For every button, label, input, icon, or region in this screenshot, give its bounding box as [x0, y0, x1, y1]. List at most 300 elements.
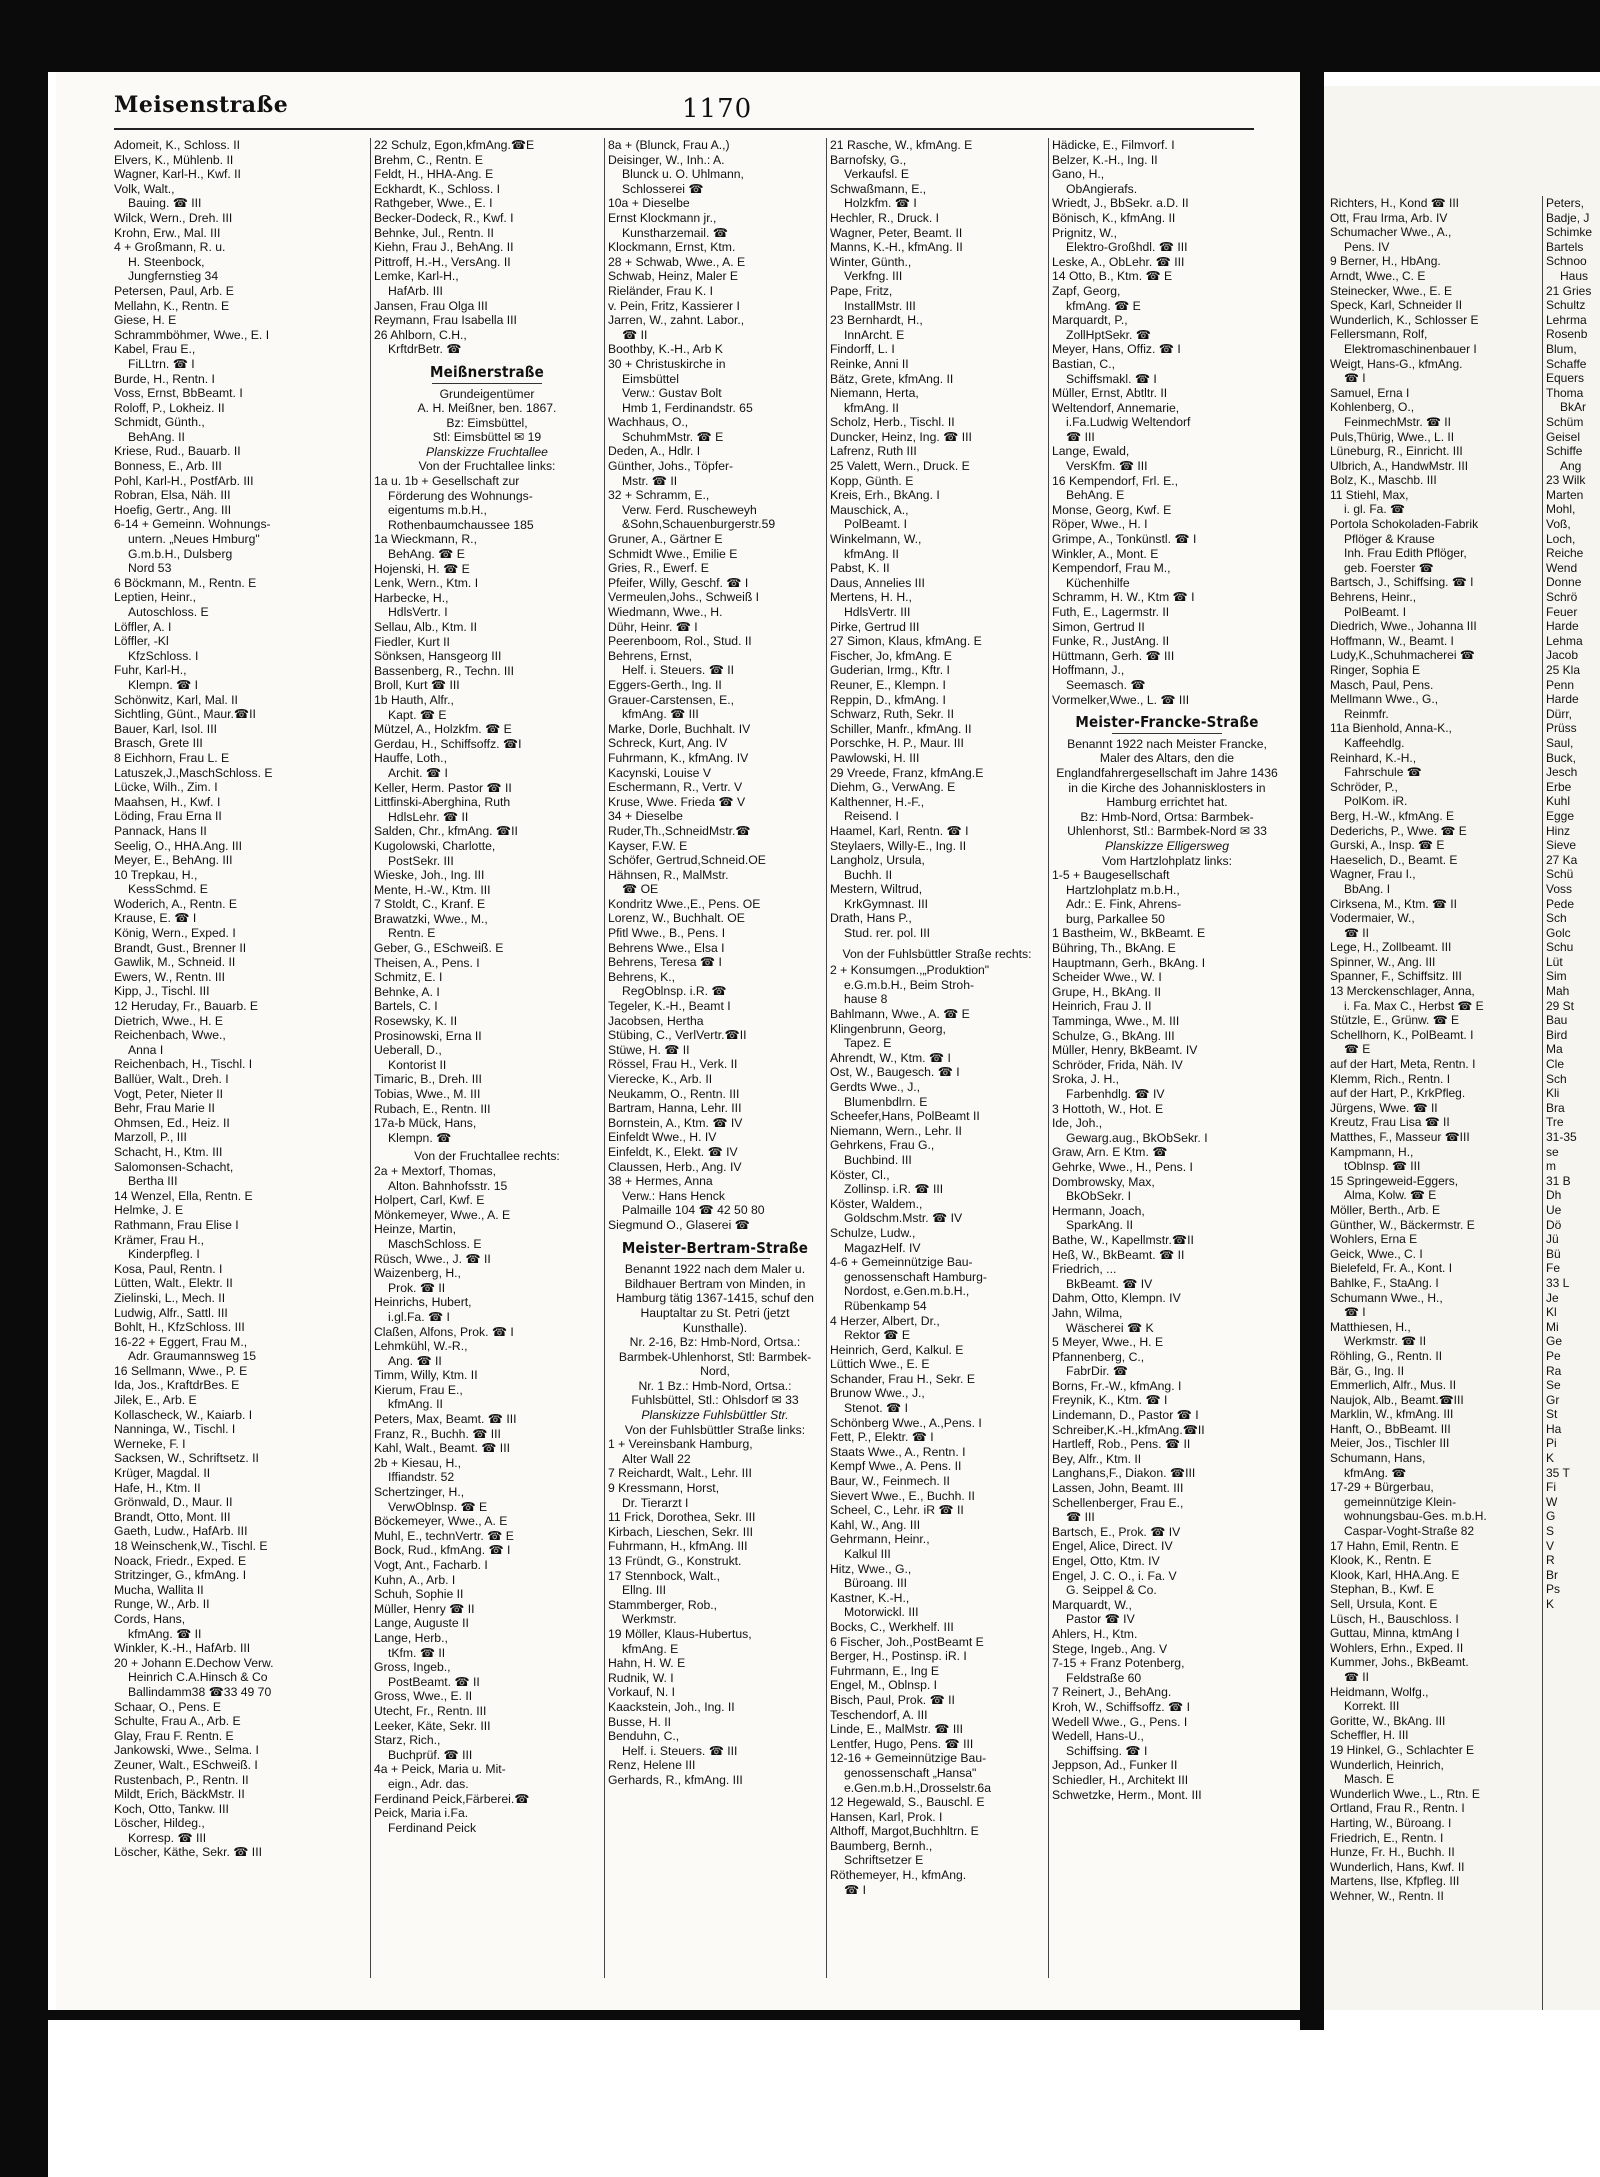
directory-entry: 31 B [1546, 1173, 1571, 1188]
directory-entry: 17 Hahn, Emil, Rentn. E [1330, 1538, 1459, 1553]
directory-entry: Winkler, K.-H., HafArb. III [114, 1641, 251, 1656]
directory-entry: Hahn, H. W. E [608, 1656, 686, 1671]
directory-entry: Guttau, Minna, ktmAng I [1330, 1626, 1460, 1641]
directory-entry: Tapez. E [844, 1036, 892, 1051]
directory-entry: RegOblnsp. i.R. ☎ [622, 984, 727, 999]
directory-entry: Jahn, Wilma, [1052, 1305, 1123, 1320]
directory-entry: Sönksen, Hansgeorg III [374, 649, 502, 664]
directory-entry: Mucha, Wallita II [114, 1582, 204, 1597]
directory-entry: 16-22 + Eggert, Frau M., [114, 1334, 248, 1349]
directory-entry: Schnoo [1546, 254, 1587, 269]
directory-entry: Hüttmann, Gerh. ☎ III [1052, 648, 1175, 663]
directory-entry: Niemann, Herta, [830, 386, 919, 401]
directory-entry: Littfinski-Aberghina, Ruth [374, 795, 511, 810]
directory-entry: 7-15 + Franz Potenberg, [1052, 1656, 1185, 1671]
directory-entry: Vierecke, K., Arb. II [608, 1072, 713, 1086]
directory-entry: 13 Fründt, G., Konstrukt. [608, 1554, 742, 1568]
directory-entry: Dombrowsky, Max, [1052, 1174, 1155, 1189]
directory-entry: ☎ II [1344, 925, 1369, 940]
directory-entry: Krämer, Frau H., [114, 1232, 205, 1247]
directory-entry: Haus [1560, 268, 1589, 283]
directory-entry: HdlsVertr. I [388, 605, 448, 620]
directory-entry: Gawlik, M., Schneid. II [114, 955, 236, 970]
directory-entry: Rathmann, Frau Elise I [114, 1217, 239, 1232]
directory-entry: 2b + Kiesau, H., [374, 1455, 462, 1470]
directory-entry: H. Steenbock, [128, 254, 205, 269]
directory-entry: Vodermaier, W., [1330, 911, 1415, 926]
directory-entry: Winkler, A., Mont. E [1052, 546, 1159, 561]
directory-entry: 1 + Vereinsbank Hamburg, [608, 1437, 753, 1452]
directory-entry: Jü [1546, 1232, 1559, 1247]
directory-entry: Penn [1546, 677, 1575, 692]
directory-entry: Ott, Frau Irma, Arb. IV [1330, 210, 1448, 225]
directory-entry: Behnke, A. I [374, 984, 440, 999]
directory-entry: Hafe, H., Ktm. II [114, 1480, 201, 1495]
directory-entry: Fuhrmann, E., Ing E [830, 1663, 940, 1678]
directory-entry: Freynik, K., Ktm. ☎ I [1052, 1393, 1168, 1408]
directory-entry: Jilek, E., Arb. E [114, 1393, 197, 1408]
street-heading: Meißnerstraße [374, 365, 600, 384]
directory-entry: Eggers-Gerth., Ing. II [608, 677, 722, 692]
directory-entry: Stephan, B., Kwf. E [1330, 1582, 1435, 1597]
directory-entry: VerwOblnsp. ☎ E [388, 1499, 488, 1514]
directory-entry: &Sohn,Schauenburgerstr.59 [622, 517, 776, 532]
directory-entry: se [1546, 1144, 1559, 1159]
directory-entry: Lüt [1546, 954, 1563, 969]
directory-entry: Scheider Wwe., W. I [1052, 970, 1162, 985]
directory-entry: Fischer, Jo, kfmAng. E [830, 648, 952, 663]
directory-entry: 1a u. 1b + Gesellschaft zur [374, 474, 520, 489]
directory-entry: Dö [1546, 1217, 1562, 1232]
directory-entry: Klempn. ☎ [388, 1130, 452, 1145]
directory-entry: Wohlers, Erna E [1330, 1232, 1418, 1247]
directory-entry: Wiedmann, Wwe., H. [608, 605, 723, 619]
directory-entry: Timm, Willy, Ktm. II [374, 1368, 478, 1383]
directory-entry: Dietrich, Wwe., H. E [114, 1013, 224, 1028]
directory-entry: Mente, H.-W., Ktm. III [374, 882, 491, 897]
directory-entry: 17a-b Mück, Hans, [374, 1116, 477, 1131]
directory-entry: G [1546, 1509, 1556, 1524]
directory-entry: Schröder, P., [1330, 779, 1398, 794]
directory-entry: Günther, Johs., Töpfer- [608, 459, 734, 474]
directory-entry: MaschSchloss. E [388, 1236, 482, 1251]
directory-entry: 3 Hottoth, W., Hot. E [1052, 1101, 1164, 1116]
directory-entry: SparkAng. II [1066, 1218, 1134, 1233]
directory-entry: Rössel, Frau H., Verk. II [608, 1057, 738, 1072]
directory-entry: Hojenski, H. ☎ E [374, 561, 470, 576]
directory-entry: tOblnsp. ☎ III [1344, 1159, 1421, 1174]
directory-entry: kfmAng. II [844, 546, 899, 561]
directory-entry: 25 Valett, Wern., Druck. E [830, 459, 970, 474]
directory-entry: Sichtling, Günt., Maur.☎II [114, 707, 256, 722]
directory-entry: Feldt, H., HHA-Ang. E [374, 167, 494, 182]
directory-entry: Gross, Wwe., E. II [374, 1689, 473, 1704]
directory-entry: 12 Heruday, Fr., Bauarb. E [114, 999, 259, 1014]
directory-entry: Nordost, e.Gen.m.b.H., [844, 1284, 970, 1299]
directory-entry: Brandt, Otto, Mont. III [114, 1509, 231, 1524]
directory-entry: Löffler, A. I [114, 619, 172, 634]
directory-entry: Einfeldt, K., Elekt. ☎ IV [608, 1144, 738, 1159]
right-page-column-2 [1546, 196, 1600, 2010]
directory-entry: Bartram, Hanna, Lehr. III [608, 1101, 742, 1116]
directory-entry: Werkmstr. [622, 1612, 677, 1627]
directory-entry: Kontorist II [388, 1057, 447, 1072]
directory-entry: ☎ I [1344, 371, 1366, 386]
directory-entry: e.G.m.b.H., Beim Stroh- [844, 977, 975, 992]
directory-entry: Ha [1546, 1421, 1562, 1436]
directory-entry: 19 Hinkel, G., Schlachter E [1330, 1742, 1475, 1757]
directory-entry: Kampmann, H., [1330, 1144, 1414, 1159]
directory-entry: Engel, Alice, Direct. IV [1052, 1539, 1173, 1554]
directory-entry: Br [1546, 1567, 1558, 1582]
directory-entry: 2a + Mextorf, Thomas, [374, 1163, 497, 1178]
directory-entry: i. gl. Fa. ☎ [1344, 502, 1405, 517]
directory-entry: Kroh, W., Schiffsoffz. ☎ I [1052, 1699, 1191, 1714]
directory-entry: Prüss [1546, 721, 1577, 736]
directory-entry: Verw. Ferd. Ruscheweyh [622, 502, 757, 517]
directory-entry: Ballüer, Walt., Dreh. I [114, 1072, 229, 1086]
planskizze: Planskizze Fuhlsbüttler Str. [641, 1408, 789, 1423]
directory-entry: Lehmkühl, W.-R., [374, 1339, 468, 1354]
directory-entry: Blumenbdlrn. E [844, 1094, 928, 1109]
directory-entry: Kipp, J., Tischl. III [114, 984, 210, 999]
directory-entry: Caspar-Voght-Straße 82 [1344, 1524, 1475, 1539]
directory-entry: Donne [1546, 575, 1582, 590]
directory-entry: Müller, Henry, BkBeamt. IV [1052, 1043, 1198, 1058]
directory-entry: Schmitz, E. I [374, 970, 443, 985]
directory-entry: Porschke, H. P., Maur. III [830, 736, 964, 751]
directory-entry: Pittroff, H.-H., VersAng. II [374, 254, 511, 269]
directory-entry: Dh [1546, 1188, 1562, 1203]
directory-entry: Koch, Otto, Tankw. III [114, 1801, 229, 1816]
directory-entry: MagazHelf. IV [844, 1240, 921, 1255]
directory-entry: Korresp. ☎ III [128, 1830, 207, 1845]
directory-entry: eign., Adr. das. [388, 1776, 469, 1791]
directory-entry: Blunck u. O. Uhlmann, [622, 167, 744, 182]
right-page-column-1 [1330, 196, 1540, 2010]
directory-entry: Neukamm, O., Rentn. III [608, 1086, 740, 1101]
directory-entry: Seemasch. ☎ [1066, 677, 1146, 692]
directory-entry: Mstr. ☎ II [622, 473, 678, 488]
district: Bz: Eimsbüttel, [446, 415, 528, 430]
directory-entry: Pi [1546, 1436, 1557, 1451]
directory-entry: Pede [1546, 896, 1575, 911]
directory-entry: G. Seippel & Co. [1066, 1583, 1157, 1598]
directory-entry: Prosinowski, Erna II [374, 1028, 482, 1043]
directory-entry: Guderian, Irmg., Kftr. I [830, 663, 950, 678]
directory-entry: Schüm [1546, 414, 1584, 429]
directory-entry: 14 Wenzel, Ella, Rentn. E [114, 1188, 253, 1203]
directory-entry: Fuhr, Karl-H., [114, 663, 187, 678]
directory-entry: Friedrich, ... [1052, 1262, 1117, 1277]
directory-entry: Drath, Hans P., [830, 911, 912, 926]
street-note: Benannt 1922 nach dem Maler u. Bildhauer Bertram von Minden, in Hamburg tätig 1367-1415, schuf den Hauptaltar zu St. Petri (jetzt Kunsthalle). [616, 1262, 814, 1335]
directory-entry: Simon, Gertrud II [1052, 619, 1145, 634]
directory-entry: Kahl, Walt., Beamt. ☎ III [374, 1441, 510, 1456]
directory-entry: Reinke, Anni II [830, 356, 909, 371]
directory-entry: Eckhardt, K., Schloss. I [374, 181, 500, 196]
directory-entry: HafArb. III [388, 283, 443, 298]
directory-entry: hause 8 [844, 992, 888, 1007]
directory-entry: Sacksen, W., Schriftsetz. II [114, 1451, 259, 1466]
side-heading: Vom Hartzlohplatz links: [1101, 853, 1233, 868]
directory-entry: Winkelmann, W., [830, 532, 922, 547]
directory-entry: Lemke, Karl-H., [374, 269, 459, 284]
directory-entry: Bathe, W., Kapellmstr.☎II [1052, 1232, 1194, 1247]
directory-entry: Nord 53 [128, 561, 172, 576]
directory-entry: Theisen, A., Pens. I [374, 955, 480, 970]
directory-entry: Bü [1546, 1246, 1561, 1261]
directory-entry: Jacob [1546, 648, 1579, 663]
directory-entry: Schumann Wwe., H., [1330, 1290, 1443, 1305]
directory-entry: Schiffsing. ☎ I [1066, 1743, 1148, 1758]
directory-entry: S [1546, 1524, 1555, 1539]
directory-entry: Duncker, Heinz, Ing. ☎ III [830, 429, 972, 444]
directory-entry: Spanner, F., Schiffsitz. III [1330, 969, 1462, 984]
directory-entry: geb. Foerster ☎ [1344, 560, 1434, 575]
district-2: Nr. 1 Bz.: Hmb-Nord, Ortsa.: Fuhlsbüttel, Stl.: Ohlsdorf ✉ 33 [631, 1378, 799, 1408]
directory-entry: Bahlke, F., StaAng. I [1330, 1275, 1439, 1290]
directory-entry: Krohn, Erw., Mal. III [114, 225, 221, 240]
directory-entry: Kapt. ☎ E [388, 707, 447, 722]
directory-entry: burg, Parkallee 50 [1066, 911, 1165, 926]
directory-entry: Behnke, Jul., Rentn. II [374, 225, 494, 240]
directory-entry: FiLLtrn. ☎ I [128, 356, 195, 371]
directory-entry: 19 Möller, Klaus-Hubertus, [608, 1626, 752, 1641]
directory-entry: Brandt, Gust., Brenner II [114, 940, 247, 955]
directory-entry: Schuh, Sophie II [374, 1587, 464, 1602]
directory-entry: Matthes, F., Masseur ☎III [1330, 1130, 1470, 1144]
directory-entry: Pirke, Gertrud III [830, 619, 920, 634]
directory-entry: Sim [1546, 969, 1567, 984]
directory-entry: Marquardt, P., [1052, 313, 1128, 328]
district: Bz: Hmb-Nord, Ortsa: Barmbek-Uhlenhorst, Stl.: Barmbek-Nord ✉ 33 [1067, 809, 1267, 839]
directory-entry: Cirksena, M., Ktm. ☎ II [1330, 896, 1457, 911]
directory-entry: Bielefeld, Fr. A., Kont. I [1330, 1261, 1453, 1276]
directory-entry: Schander, Frau H., Sekr. E [830, 1371, 975, 1386]
directory-entry: Bätz, Grete, kfmAng. II [830, 371, 954, 386]
directory-entry: Schertzinger, H., [374, 1485, 465, 1500]
directory-entry: Behrens, Ernst, [608, 648, 692, 663]
directory-entry: wohnungsbau-Ges. m.b.H. [1344, 1509, 1487, 1524]
directory-entry: Adr.: E. Fink, Ahrens- [1066, 897, 1182, 912]
directory-entry: Jesch [1546, 765, 1578, 780]
directory-entry: Löscher, Käthe, Sekr. ☎ III [114, 1845, 262, 1860]
directory-entry: Egge [1546, 808, 1575, 823]
directory-entry: Pawlowski, H. III [830, 750, 920, 765]
directory-entry: Goritte, W., BkAng. III [1330, 1713, 1446, 1728]
directory-entry: Sellau, Alb., Ktm. II [374, 620, 477, 634]
directory-entry: ☎ III [1066, 429, 1095, 444]
directory-entry: Grauer-Carstensen, E., [608, 692, 734, 707]
directory-entry: Kosa, Paul, Rentn. I [114, 1261, 223, 1276]
directory-entry: auf der Hart, P., KrkPfleg. [1330, 1086, 1466, 1101]
directory-entry: Langholz, Ursula, [830, 853, 925, 868]
directory-entry: Portola Schokoladen-Fabrik [1330, 517, 1479, 532]
directory-entry: Engel, J. C. O., i. Fa. V [1052, 1568, 1177, 1583]
directory-entry: Leske, A., ObLehr. ☎ III [1052, 254, 1185, 269]
directory-entry: PolKom. iR. [1344, 794, 1408, 809]
directory-entry: Wieske, Joh., Ing. III [374, 868, 485, 883]
directory-entry: ☎ OE [622, 882, 659, 897]
directory-entry: Funke, R., JustAng. II [1052, 634, 1170, 649]
directory-entry: Sroka, J. H., [1052, 1072, 1120, 1087]
directory-entry: Voss [1546, 881, 1573, 896]
directory-entry: Bertha III [128, 1174, 178, 1189]
directory-entry: Bock, Rud., kfmAng. ☎ I [374, 1543, 511, 1558]
directory-entry: K [1546, 1597, 1555, 1611]
directory-entry: Jeppson, Ad., Funker II [1052, 1758, 1178, 1773]
directory-entry: BehAng. E [1066, 488, 1125, 503]
directory-entry: Verw.: Hans Henck [622, 1188, 725, 1203]
directory-entry: Kugolowski, Charlotte, [374, 838, 496, 853]
directory-entry: Harbecke, H., [374, 590, 449, 605]
directory-entry: Kaffeehdlg. [1344, 735, 1405, 750]
directory-entry: Deisinger, W., Inh.: A. [608, 152, 725, 167]
directory-entry: Mohl, [1546, 502, 1576, 517]
directory-entry: Wachhaus, O., [608, 415, 689, 430]
directory-entry: Müller, Ernst, Abtltr. II [1052, 386, 1168, 401]
directory-entry: Ue [1546, 1202, 1562, 1217]
directory-entry: Scheffler, H. III [1330, 1728, 1409, 1743]
directory-entry: Fellersmann, Rolf, [1330, 327, 1428, 342]
directory-entry: Voß, [1546, 517, 1571, 532]
directory-entry: Stud. rer. pol. III [844, 926, 931, 941]
directory-entry: Schwaßmann, E., [830, 181, 927, 196]
directory-entry: Ida, Jos., KraftdrBes. E [114, 1378, 240, 1393]
directory-entry: Bra [1546, 1100, 1565, 1115]
directory-entry: Ge [1546, 1334, 1563, 1349]
directory-entry: Weigt, Hans-G., kfmAng. [1330, 356, 1463, 371]
directory-entry: Bornstein, A., Ktm. ☎ IV [608, 1115, 743, 1130]
directory-entry: Steylaers, Willy-E., Ing. II [830, 838, 967, 853]
directory-entry: Geisel [1546, 429, 1581, 444]
directory-entry: ☎ I [1344, 1305, 1366, 1320]
directory-entry: 11a Bienhold, Anna-K., [1330, 721, 1452, 736]
directory-entry: Zapf, Georg, [1052, 283, 1121, 298]
directory-entry: Equers [1546, 371, 1585, 386]
street-heading: Meister-Francke-Straße [1052, 715, 1282, 734]
directory-entry: 30 + Christuskirche in [608, 356, 726, 371]
directory-entry: Jarren, W., zahnt. Labor., [608, 313, 745, 328]
directory-entry: Baumberg, Bernh., [830, 1838, 933, 1853]
directory-entry: Franz, R., Buchh. ☎ III [374, 1426, 501, 1441]
directory-entry: Scholz, Herb., Tischl. II [830, 415, 955, 430]
directory-entry: gemeinnützige Klein- [1344, 1494, 1457, 1509]
directory-entry: Stritzinger, G., kfmAng. I [114, 1568, 247, 1583]
directory-entry: Ortland, Frau R., Rentn. I [1330, 1801, 1465, 1816]
directory-entry: Muhl, E., technVertr. ☎ E [374, 1528, 514, 1543]
directory-entry: Rubach, E., Rentn. III [374, 1101, 491, 1116]
directory-entry: Latuszek,J.,MaschSchloss. E [114, 765, 273, 780]
directory-entry: Wunderlich, K., Schlosser E [1330, 312, 1479, 327]
directory-entry: Werkmstr. ☎ II [1344, 1334, 1427, 1349]
directory-entry: Lege, H., Zollbeamt. III [1330, 940, 1452, 955]
directory-entry: Ra [1546, 1363, 1562, 1378]
directory-entry: Voss, Ernst, BbBeamt. I [114, 386, 243, 401]
directory-entry: Harting, W., Büroang. I [1330, 1815, 1452, 1830]
directory-entry: BkAr [1560, 400, 1587, 415]
directory-entry: Rektor ☎ E [844, 1328, 910, 1343]
directory-entry: 17-29 + Bürgerbau, [1330, 1480, 1434, 1495]
directory-entry: kfmAng. ☎ [1344, 1465, 1407, 1480]
directory-entry: 27 Ka [1546, 852, 1578, 867]
directory-entry: Claussen, Herb., Ang. IV [608, 1159, 742, 1174]
directory-entry: Mellahn, K., Rentn. E [114, 298, 230, 313]
directory-entry: Wagner, Karl-H., Kwf. II [114, 167, 241, 182]
directory-column-2 [374, 138, 600, 1978]
directory-entry: Pohl, Karl-H., PostfArb. III [114, 473, 254, 488]
directory-entry: Bird [1546, 1027, 1568, 1042]
directory-entry: Helf. i. Steuers. ☎ II [622, 663, 735, 678]
directory-entry: Hitz, Wwe., G., [830, 1561, 912, 1576]
directory-entry: Rosewsky, K. II [374, 1014, 458, 1029]
directory-entry: 12-16 + Gemeinnützige Bau- [830, 1751, 987, 1766]
directory-entry: Goldschm.Mstr. ☎ IV [844, 1211, 963, 1226]
directory-entry: Vogt, Ant., Facharb. I [374, 1558, 488, 1572]
owner-label: Grundeigentümer [439, 386, 535, 401]
directory-entry: Pens. IV [1344, 239, 1390, 254]
directory-entry: Förderung des Wohnungs- [388, 488, 533, 503]
directory-entry: Hunze, Fr. H., Buchh. II [1330, 1845, 1455, 1860]
directory-entry: Leeker, Käte, Sekr. III [374, 1718, 491, 1733]
directory-entry: Kollascheck, W., Kaiarb. I [114, 1407, 253, 1422]
directory-entry: Tamminga, Wwe., M. III [1052, 1014, 1180, 1029]
directory-entry: Stenot. ☎ I [844, 1401, 908, 1416]
directory-entry: Bartsch, E., Prok. ☎ IV [1052, 1524, 1181, 1539]
directory-entry: Fuhrmann, H., kfmAng. III [608, 1539, 748, 1554]
directory-entry: HdlsVertr. III [844, 605, 911, 619]
directory-entry: Badje, J [1546, 210, 1590, 225]
directory-entry: Friedrich, E., Rentn. I [1330, 1830, 1444, 1845]
directory-entry: Borns, Fr.-W., kfmAng. I [1052, 1378, 1182, 1393]
side-heading: Von der Fuhlsbüttler Straße links: [624, 1422, 806, 1437]
directory-entry: Bonness, E., Arb. III [114, 459, 222, 474]
directory-entry: Reymann, Frau Isabella III [374, 313, 517, 328]
directory-entry: Kohlenberg, O., [1330, 400, 1415, 415]
directory-entry: 22 Schulz, Egon,kfmAng.☎E [374, 138, 535, 152]
directory-entry: ZollHptSekr. ☎ [1066, 327, 1151, 342]
directory-entry: Stübing, C., VerlVertr.☎II [608, 1028, 747, 1043]
directory-entry: Lüttich Wwe., E. E [830, 1357, 930, 1372]
directory-entry: Helmke, J. E [114, 1203, 184, 1218]
directory-entry: KessSchmd. E [128, 882, 208, 897]
directory-entry: Kreutz, Frau Lisa ☎ II [1330, 1115, 1450, 1130]
directory-entry: Peick, Maria i.Fa. [374, 1806, 469, 1821]
directory-entry: Schiffsmakl. ☎ I [1066, 371, 1157, 386]
directory-entry: Ringer, Sophia E [1330, 663, 1421, 677]
directory-entry: Becker-Dodeck, R., Kwf. I [374, 210, 514, 225]
directory-entry: 1b Hauth, Alfr., [374, 692, 454, 707]
directory-entry: Siegmund O., Glaserei ☎ [608, 1217, 750, 1232]
directory-entry: Schwarz, Ruth, Sekr. II [830, 707, 954, 722]
directory-column-4 [830, 138, 1044, 1978]
directory-entry: kfmAng. ☎ II [128, 1626, 202, 1641]
directory-entry: 33 L [1546, 1275, 1570, 1290]
directory-entry: kfmAng. II [388, 1397, 443, 1412]
directory-entry: i.gl.Fa. ☎ I [388, 1309, 450, 1324]
directory-entry: Hauffe, Loth., [374, 751, 447, 766]
directory-entry: Jacobsen, Hertha [608, 1013, 704, 1028]
directory-entry: v. Pein, Fritz, Kassierer I [608, 298, 740, 313]
directory-entry: Einfeldt Wwe., H. IV [608, 1130, 717, 1145]
directory-entry: Martens, Ilse, Kfpfleg. III [1330, 1874, 1460, 1889]
directory-entry: 4 + Großmann, R. u. [114, 240, 226, 255]
directory-entry: Bassenberg, R., Techn. III [374, 663, 515, 678]
directory-entry: Reinmfr. [1344, 706, 1389, 721]
directory-entry: Kirbach, Lieschen, Sekr. III [608, 1524, 753, 1539]
directory-entry: Petersen, Paul, Arb. E [114, 283, 234, 298]
